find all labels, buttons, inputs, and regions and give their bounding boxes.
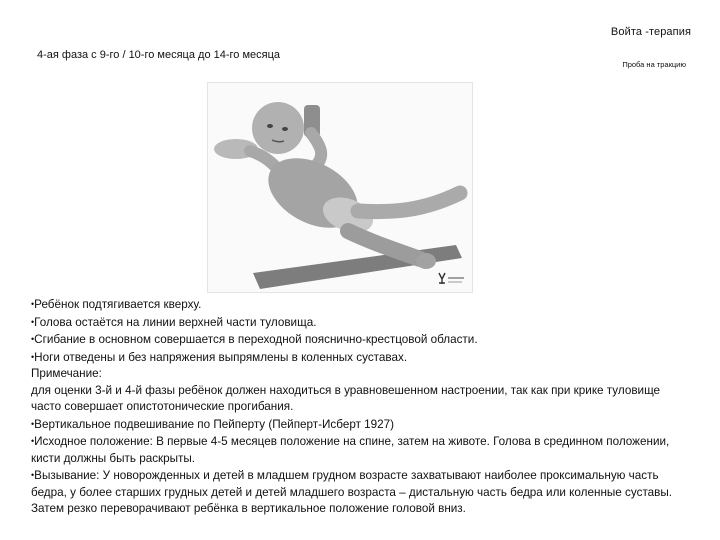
infant-leg-upper — [358, 193, 460, 212]
vojta-logo-icon — [436, 269, 466, 287]
bullet-item — [31, 416, 691, 434]
note-label: Примечание: — [31, 367, 102, 380]
note-text: для оценки 3-й и 4-й фазы ребёнок должен находиться в уравновешенном настроении, так как при крике туловище часто совершает опистотонические прогибания. — [31, 383, 661, 413]
bullet-item — [31, 331, 691, 349]
bullet-icon: • — [31, 351, 35, 362]
bullet-item — [31, 433, 691, 467]
bullet-icon: • — [31, 316, 35, 327]
bullet-text: Ребёнок подтягивается кверху. — [34, 298, 202, 311]
slide-subtitle: Проба на тракцию — [622, 60, 686, 69]
bullet-item — [31, 349, 691, 367]
infant-leg-lower — [348, 231, 420, 259]
bullet-item — [31, 467, 691, 518]
bullet-icon: • — [31, 436, 35, 446]
bullet-icon: • — [31, 334, 35, 344]
infant-foot — [416, 253, 436, 269]
bullet-text: Исходное положение: В первые 4-5 месяцев положение на спине, затем на животе. Голова в срединном положении, кисти должны быть раскрыты. — [31, 435, 670, 465]
body-text — [31, 296, 691, 518]
infant-head — [252, 102, 304, 154]
bullet-text: Ноги отведены и без напряжения выпрямлены в коленных суставах. — [34, 350, 408, 364]
bullet-text: Сгибание в основном совершается в переходной пояснично-крестцовой области. — [34, 333, 478, 346]
phase-title: 4-ая фаза с 9-го / 10-го месяца до 14-го месяца — [37, 49, 281, 61]
infant-photo-illustration — [208, 83, 472, 292]
infant-eye-right — [282, 127, 288, 131]
bullet-text: Вызывание: У новорожденных и детей в младшем грудном возрасте захватывают наиболее проксимальную часть бедра, у более старших грудных детей и детей младшего возраста – дистальную часть бедра или коленные суставы. Затем резко переворачивают ребёнка в вертикальное положение головой вниз. — [31, 469, 673, 515]
infant-traction-photo — [207, 82, 473, 293]
bullet-text: Вертикальное подвешивание по Пейперту (Пейперт-Исберт 1927) — [34, 417, 395, 431]
bullet-text: Голова остаётся на линии верхней части туловища. — [34, 315, 317, 329]
bullet-icon: • — [31, 418, 35, 429]
header-title: Войта -терапия — [610, 26, 691, 38]
infant-eye-left — [267, 124, 273, 128]
bullet-icon: • — [31, 299, 35, 309]
bullet-item — [31, 296, 691, 314]
bullet-item — [31, 314, 691, 332]
bullet-icon: • — [31, 470, 35, 480]
